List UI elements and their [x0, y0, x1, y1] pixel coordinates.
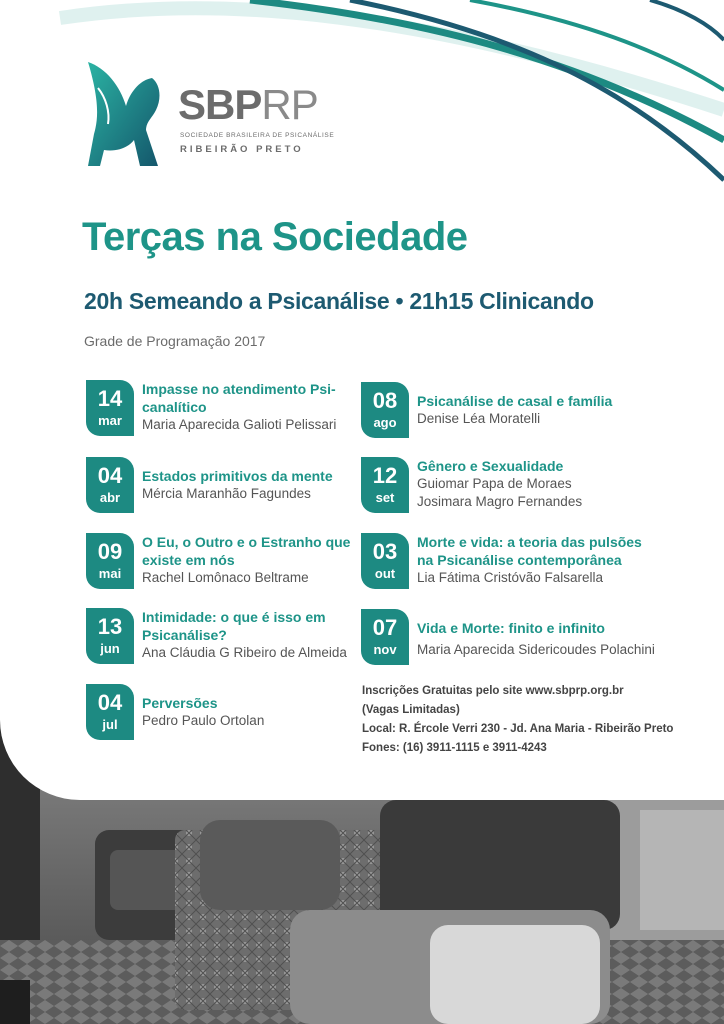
- logo-subtitle: SOCIEDADE BRASILEIRA DE PSICANÁLISE: [180, 132, 335, 139]
- registration-line: Inscrições Gratuitas pelo site www.sbprp.org.br: [362, 685, 624, 697]
- date-day: 04: [97, 690, 123, 715]
- date-badge: [86, 608, 134, 664]
- location-line: Local: R. Ércole Verri 230 - Jd. Ana Maria - Ribeirão Preto: [362, 723, 674, 735]
- event-speaker: Denise Léa Moratelli: [417, 411, 541, 426]
- date-day: 07: [372, 615, 398, 640]
- date-badge: [361, 457, 409, 513]
- logo-wordmark: SBPRP: [178, 81, 318, 128]
- event-item: [361, 533, 642, 589]
- date-badge: [361, 382, 409, 438]
- event-title: Gênero e Sexualidade Guiomar Papa de Moraes Josimara Magro Fernandes: [417, 457, 657, 511]
- date-badge: [86, 380, 134, 436]
- program-year-label: Grade de Programação 2017: [84, 333, 266, 349]
- date-day: 09: [97, 539, 123, 564]
- event-title: Impasse no atendimento Psi-canalítico Maria Aparecida Galioti Pelissari: [142, 380, 342, 434]
- date-day: 13: [97, 614, 123, 639]
- date-badge: [86, 457, 134, 513]
- date-month: out: [374, 566, 396, 581]
- vacancies-note: (Vagas Limitadas): [362, 704, 460, 716]
- event-speaker: Maria Aparecida Galioti Pelissari: [142, 417, 337, 432]
- date-month: set: [375, 490, 395, 505]
- sphinx-logo-icon: [86, 58, 166, 170]
- date-badge: [361, 609, 409, 665]
- event-speaker: Maria Aparecida Sidericoudes Polachini: [417, 642, 655, 657]
- event-title: Morte e vida: a teoria das pulsões na Psicanálise contemporânea Lia Fátima Cristóvão Falsarella: [417, 533, 655, 587]
- event-item: [361, 609, 655, 665]
- event-title: Estados primitivos da mente Mércia Maranhão Fagundes: [142, 467, 362, 503]
- event-item: [86, 457, 356, 513]
- event-item: [86, 608, 356, 664]
- date-badge: [361, 533, 409, 589]
- event-item: [86, 533, 356, 589]
- date-day: 14: [97, 386, 123, 411]
- event-speaker: Pedro Paulo Ortolan: [142, 713, 265, 728]
- sbprp-logo: [86, 58, 335, 170]
- event-title: Perversões Pedro Paulo Ortolan: [142, 694, 362, 730]
- date-month: mai: [98, 566, 122, 581]
- date-day: 03: [372, 539, 398, 564]
- phone-line: Fones: (16) 3911-1115 e 3911-4243: [362, 742, 547, 754]
- page-title: Terças na Sociedade: [82, 215, 468, 259]
- date-month: jul: [102, 717, 118, 732]
- date-month: ago: [373, 415, 397, 430]
- date-badge: [86, 533, 134, 589]
- logo-city: RIBEIRÃO PRETO: [180, 144, 304, 155]
- date-month: mar: [98, 413, 122, 428]
- event-speaker: Rachel Lomônaco Beltrame: [142, 570, 309, 585]
- date-badge: [86, 684, 134, 740]
- event-item: [361, 457, 631, 513]
- date-month: abr: [99, 490, 121, 505]
- event-speaker: Guiomar Papa de Moraes: [417, 476, 572, 491]
- event-item: [86, 684, 356, 740]
- event-title: O Eu, o Outro e o Estranho que existe em nós Rachel Lomônaco Beltrame: [142, 533, 356, 587]
- date-month: nov: [373, 642, 397, 657]
- registration-info: [362, 682, 674, 758]
- date-month: jun: [100, 641, 120, 656]
- event-item: [86, 380, 356, 436]
- schedule-subtitle: 20h Semeando a Psicanálise • 21h15 Clinicando: [84, 288, 594, 314]
- event-title: Psicanálise de casal e família Denise Léa Moratelli: [417, 392, 657, 428]
- event-title: Vida e Morte: finito e infinito Maria Aparecida Sidericoudes Polachini: [417, 619, 657, 659]
- event-speaker: Lia Fátima Cristóvão Falsarella: [417, 570, 604, 585]
- date-day: 12: [372, 463, 398, 488]
- date-day: 04: [97, 463, 123, 488]
- event-speaker: Josimara Magro Fernandes: [417, 494, 583, 509]
- event-title: Intimidade: o que é isso em Psicanálise? Ana Cláudia G Ribeiro de Almeida: [142, 609, 347, 660]
- event-item: [361, 382, 631, 438]
- date-day: 08: [372, 388, 398, 413]
- event-speaker: Ana Cláudia G Ribeiro de Almeida: [142, 645, 347, 660]
- event-speaker: Mércia Maranhão Fagundes: [142, 486, 311, 501]
